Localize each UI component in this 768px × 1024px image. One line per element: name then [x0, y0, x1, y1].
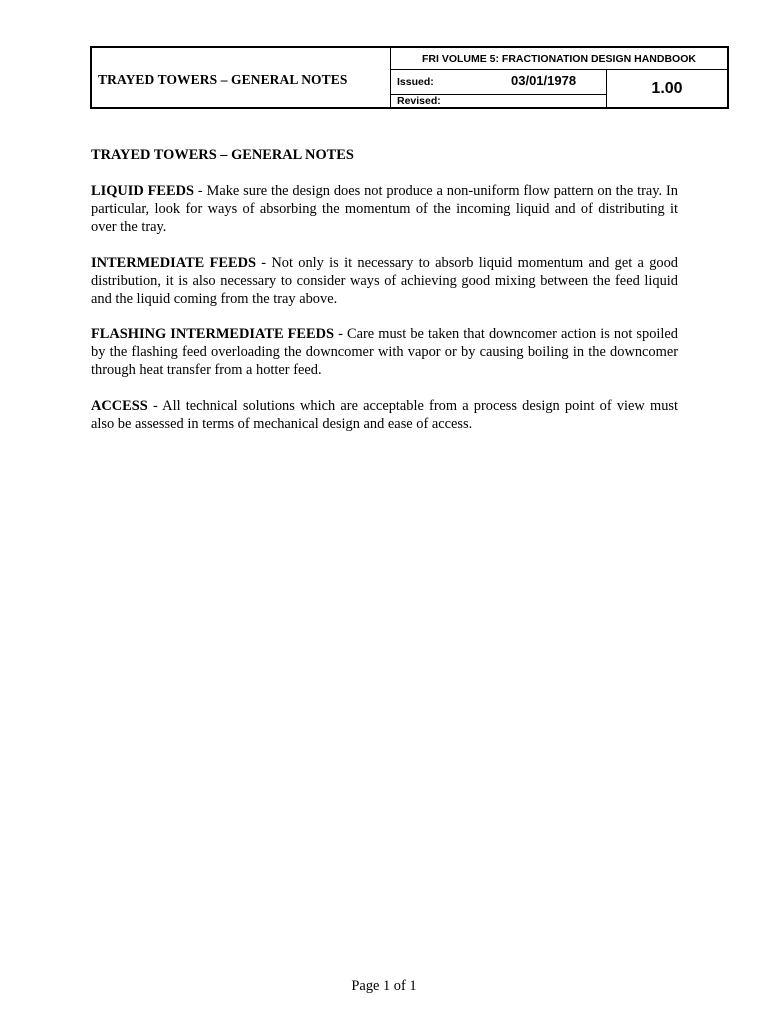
section-term: LIQUID FEEDS	[91, 183, 195, 199]
section-term: ACCESS	[91, 397, 148, 414]
section-text: - Not only is it necessary to absorb liquid momentum and get a good distribution, it is also necessary to consider ways of achieving good mixing between the feed liquid and the liquid coming from the tray above.	[91, 254, 678, 307]
section-intermediate-feeds	[91, 254, 678, 308]
issued-label: Issued:	[397, 76, 434, 88]
section-text: - Make sure the design does not produce a non-uniform flow pattern on the tray. In particular, look for ways of absorbing the momentum of the incoming liquid and of distributing it over the tray.	[91, 183, 678, 235]
section-term: FLASHING INTERMEDIATE FEEDS	[91, 326, 335, 342]
handbook-name: FRI VOLUME 5: FRACTIONATION DESIGN HANDBOOK	[391, 48, 727, 70]
issued-date: 03/01/1978	[511, 73, 577, 88]
document-title: TRAYED TOWERS – GENERAL NOTES	[91, 147, 354, 163]
section-flashing-intermediate-feeds	[91, 325, 678, 379]
revised-label: Revised:	[397, 95, 441, 107]
section-text: - Care must be taken that downcomer action is not spoiled by the flashing feed overloading the downcomer with vapor or by causing boiling in the downcomer through heat transfer from a hotter feed.	[91, 326, 678, 378]
section-liquid-feeds	[91, 182, 678, 236]
section-access	[91, 397, 678, 433]
section-term: INTERMEDIATE FEEDS	[91, 254, 256, 271]
document-body	[91, 146, 678, 450]
header-table	[90, 46, 729, 109]
section-text: - All technical solutions which are acceptable from a process design point of view must also be assessed in terms of mechanical design and ease of access.	[91, 397, 678, 432]
header-title: TRAYED TOWERS – GENERAL NOTES	[92, 48, 391, 107]
page-number: Page 1 of 1	[351, 978, 417, 994]
section-number: 1.00	[606, 70, 727, 107]
